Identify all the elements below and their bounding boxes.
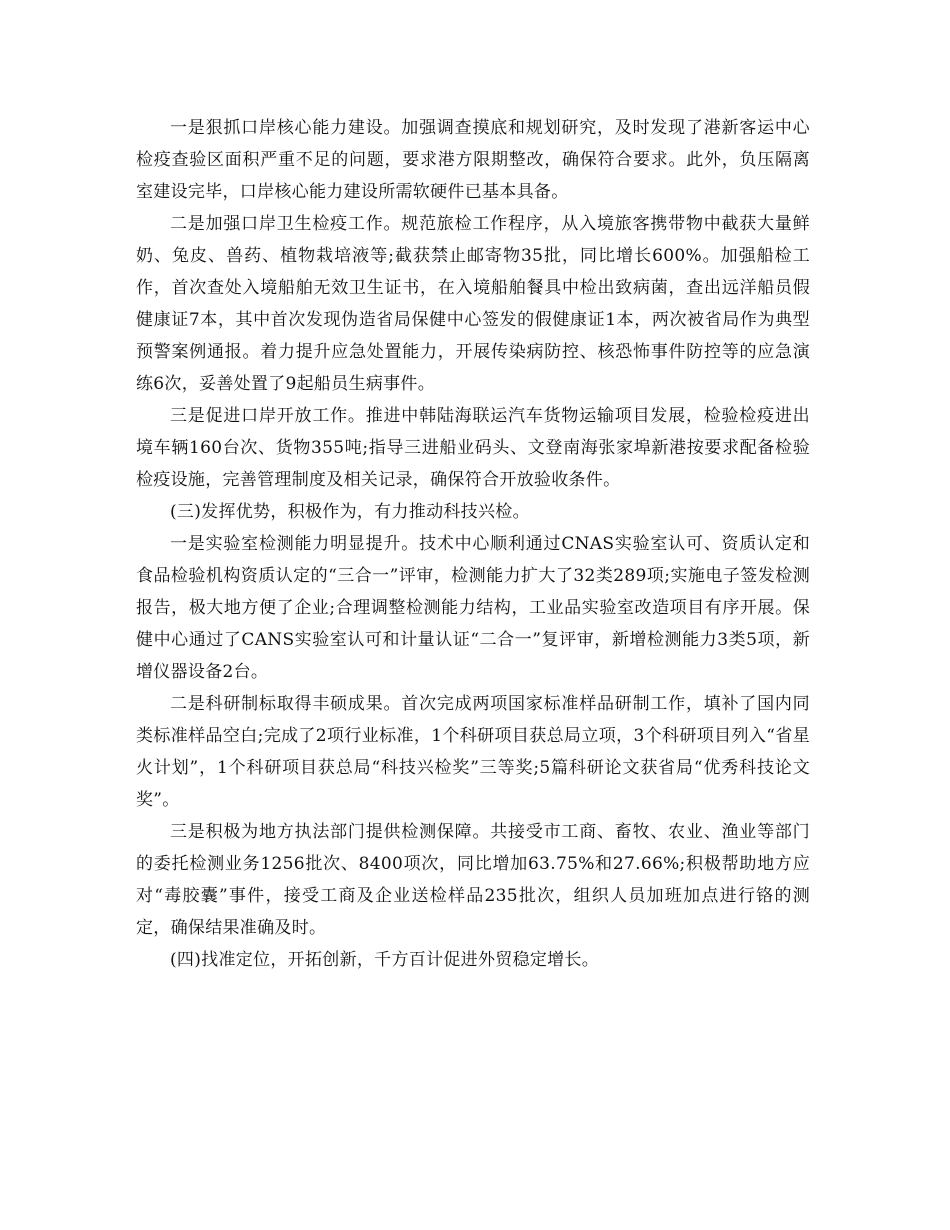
paragraph-port-opening: 三是促进口岸开放工作。推进中韩陆海联运汽车货物运输项目发展，检验检疫进出境车辆160台次、货物355吨;指导三进船业码头、文登南海张家埠新港按要求配备检验检疫设施，完善管理制度及相关记录，确保符合开放验收条件。 bbox=[136, 406, 810, 490]
paragraph-lab-capacity: 一是实验室检测能力明显提升。技术中心顺利通过CNAS实验室认可、资质认定和食品检验机构资质认定的“三合一”评审，检测能力扩大了32类289项;实施电子签发检测报告，极大地方便了企业;合理调整检测能力结构，工业品实验室改造项目有序开展。保健中心通过了CANS实验室认可和计量认证“二合一”复评审，新增检测能力3类5项，新增仪器设备2台。 bbox=[136, 534, 810, 682]
paragraph-research-standards: 二是科研制标取得丰硕成果。首次完成两项国家标准样品研制工作，填补了国内同类标准样品空白;完成了2项行业标准，1个科研项目获总局立项，3个科研项目列入“省星火计划”，1个科研项目获总局“科技兴检奖”三等奖;5篇科研论文获省局“优秀科技论文奖”。 bbox=[136, 694, 810, 810]
paragraph-law-enforcement-support: 三是积极为地方执法部门提供检测保障。共接受市工商、畜牧、农业、渔业等部门的委托检测业务1256批次、8400项次，同比增加63.75%和27.66%;积极帮助地方应对“毒胶囊”事件，接受工商及企业送检样品235批次，组织人员加班加点进行铬的测定，确保结果准确及时。 bbox=[136, 822, 810, 938]
section-heading-4: (四)找准定位，开拓创新，千方百计促进外贸稳定增长。 bbox=[170, 950, 600, 970]
section-heading-3: (三)发挥优势，积极作为，有力推动科技兴检。 bbox=[170, 502, 530, 522]
document-body bbox=[136, 112, 810, 976]
paragraph-port-core-capacity: 一是狠抓口岸核心能力建设。加强调查摸底和规划研究，及时发现了港新客运中心检疫查验区面积严重不足的问题，要求港方限期整改，确保符合要求。此外，负压隔离室建设完毕，口岸核心能力建设所需软硬件已基本具备。 bbox=[136, 118, 810, 202]
paragraph-port-health-quarantine: 二是加强口岸卫生检疫工作。规范旅检工作程序，从入境旅客携带物中截获大量鲜奶、兔皮、兽药、植物栽培液等;截获禁止邮寄物35批，同比增长600%。加强船检工作，首次查处入境船舶无效卫生证书，在入境船舶餐具中检出致病菌，查出远洋船员假健康证7本，其中首次发现伪造省局保健中心签发的假健康证1本，两次被省局作为典型预警案例通报。着力提升应急处置能力，开展传染病防控、核恐怖事件防控等的应急演练6次，妥善处置了9起船员生病事件。 bbox=[136, 214, 810, 394]
